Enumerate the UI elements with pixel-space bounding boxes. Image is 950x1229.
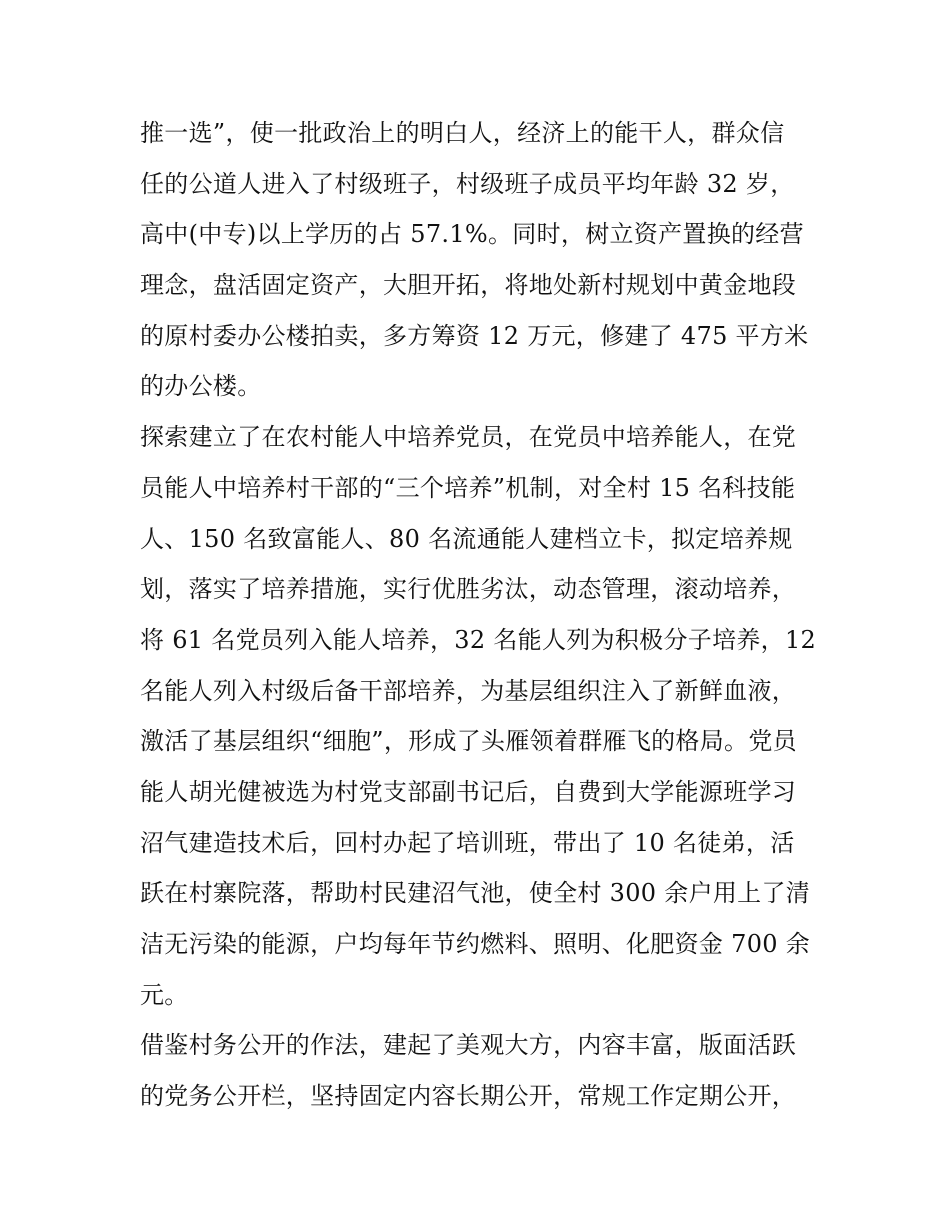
text-line: 沼气建造技术后，回村办起了培训班，带出了 10 名徒弟，活 <box>140 828 795 857</box>
text-line: 借鉴村务公开的作法，建起了美观大方，内容丰富，版面活跃 <box>140 1031 797 1060</box>
text-line: 人、150 名致富能人、80 名流通能人建档立卡，拟定培养规 <box>140 524 793 553</box>
text-line: 推一选”，使一批政治上的明白人，经济上的能干人，群众信 <box>140 119 785 147</box>
text-line: 跃在村寨院落，帮助村民建沼气池，使全村 300 余户用上了清 <box>140 879 811 908</box>
text-line: 能人胡光健被选为村党支部副书记后，自费到大学能源班学习 <box>140 777 797 806</box>
text-line: 洁无污染的能源，户均每年节约燃料、照明、化肥资金 700 余 <box>140 930 811 958</box>
text-line: 的原村委办公楼拍卖，多方筹资 12 万元，修建了 475 平方米 <box>140 321 809 350</box>
text-line: 激活了基层组织“细胞”，形成了头雁领着群雁飞的格局。党员 <box>140 727 797 756</box>
text-line: 将 61 名党员列入能人培养，32 名能人列为积极分子培养，12 <box>140 625 817 654</box>
text-line: 元。 <box>140 980 189 1009</box>
text-line: 名能人列入村级后备干部培养，为基层组织注入了新鲜血液， <box>140 676 797 705</box>
text-line: 的办公楼。 <box>140 372 262 401</box>
text-line: 理念，盘活固定资产，大胆开拓，将地处新村规划中黄金地段 <box>140 271 797 300</box>
text-line: 员能人中培养村干部的“三个培养”机制，对全村 15 名科技能 <box>140 473 796 502</box>
text-line: 划，落实了培养措施，实行优胜劣汰，动态管理，滚动培养， <box>140 575 797 604</box>
text-line: 的党务公开栏，坚持固定内容长期公开，常规工作定期公开， <box>140 1082 797 1111</box>
text-line: 探索建立了在农村能人中培养党员，在党员中培养能人，在党 <box>140 423 797 452</box>
text-line: 任的公道人进入了村级班子，村级班子成员平均年龄 32 岁， <box>140 169 795 198</box>
document-body <box>140 108 820 1122</box>
text-line: 高中(中专)以上学历的占 57.1%。同时，树立资产置换的经营 <box>140 220 804 249</box>
